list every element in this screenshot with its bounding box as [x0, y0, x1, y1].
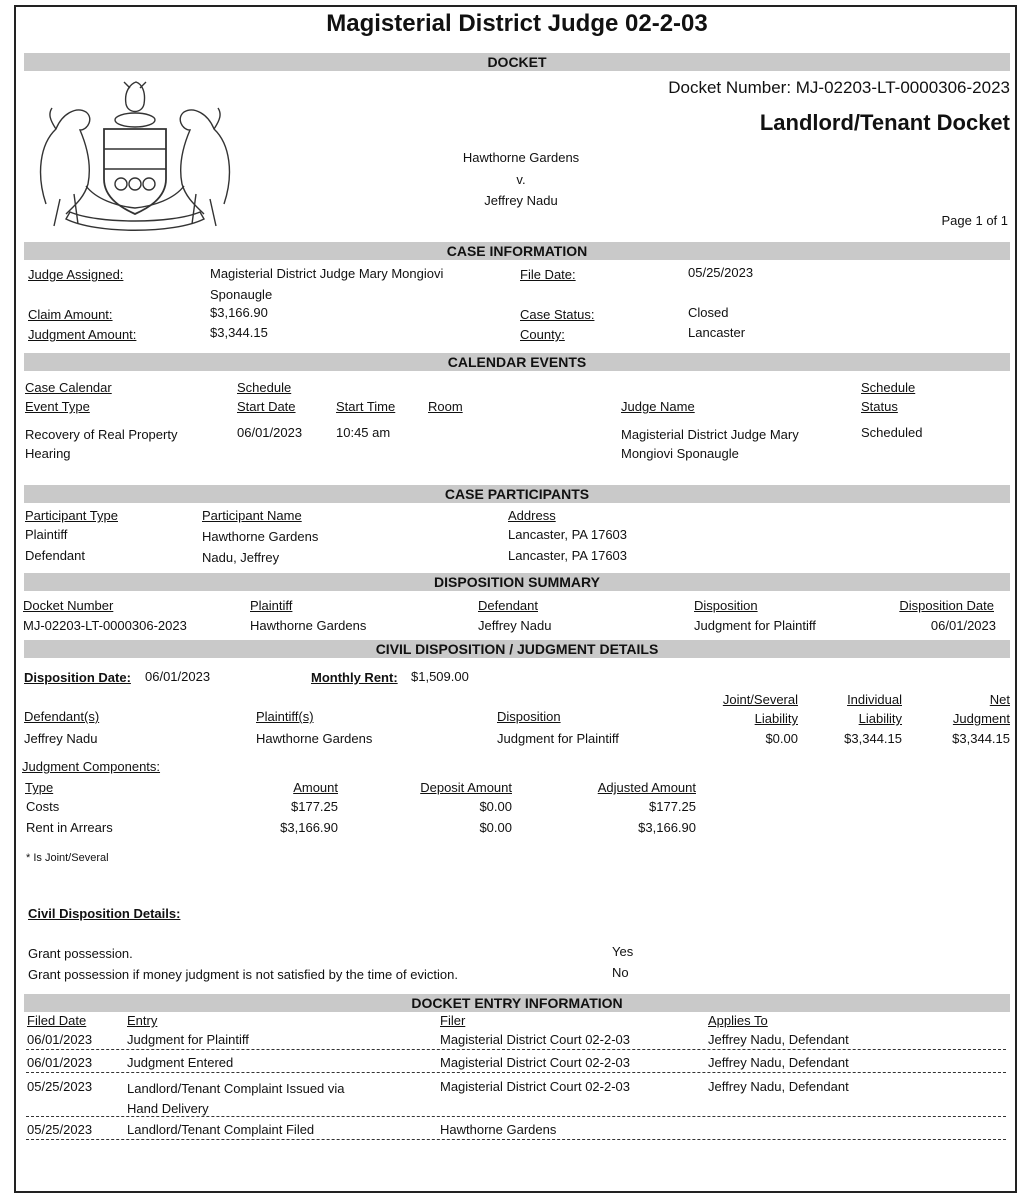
- claim-amount-value: $3,166.90: [210, 305, 268, 320]
- component-deposit: $0.00: [479, 820, 512, 835]
- col-docket-number: Docket Number: [23, 598, 114, 613]
- col-component-amount: Amount: [293, 780, 338, 795]
- participant-type: Defendant: [25, 548, 85, 563]
- grant-possession-conditional: Grant possession if money judgment is not satisfied by the time of eviction.: [28, 967, 458, 982]
- component-amount: $3,166.90: [280, 820, 338, 835]
- case-participants-heading: CASE PARTICIPANTS: [24, 485, 1010, 503]
- docket-type: Landlord/Tenant Docket: [759, 110, 1010, 135]
- col-judge-name: Judge Name: [621, 399, 695, 414]
- col-participant-type: Participant Type: [25, 508, 118, 523]
- col-start-date: Start Date: [237, 399, 296, 414]
- entry-date: 06/01/2023: [27, 1055, 93, 1070]
- col-room: Room: [428, 399, 463, 414]
- col-entry: Entry: [127, 1013, 158, 1028]
- docket-entry-heading: DOCKET ENTRY INFORMATION: [24, 994, 1010, 1012]
- civil-disposition-heading: CIVIL DISPOSITION / JUDGMENT DETAILS: [24, 640, 1010, 658]
- entry-text: Landlord/Tenant Complaint Issued via: [127, 1081, 345, 1096]
- caption-plaintiff: Hawthorne Gardens: [462, 150, 580, 165]
- judgment-components-label: Judgment Components:: [22, 759, 161, 774]
- participant-address: Lancaster, PA 17603: [508, 527, 628, 542]
- grant-possession-conditional-value: No: [612, 965, 629, 980]
- file-date-value: 05/25/2023: [688, 265, 754, 280]
- col-component-type: Type: [25, 780, 54, 795]
- col-joint-liability-2: Liability: [754, 711, 798, 726]
- caption-defendant: Jeffrey Nadu: [484, 193, 558, 208]
- event-type-value-2: Hearing: [25, 446, 71, 461]
- entry-text: Judgment Entered: [127, 1055, 234, 1070]
- col-plaintiffs: Plaintiff(s): [256, 709, 314, 724]
- component-adjusted: $177.25: [649, 799, 696, 814]
- participant-name: Hawthorne Gardens: [202, 529, 319, 544]
- judge-assigned-label: Judge Assigned:: [28, 267, 124, 282]
- claim-amount-label: Claim Amount:: [28, 307, 113, 322]
- col-start-time: Start Time: [336, 399, 396, 414]
- entry-separator: [26, 1116, 1006, 1117]
- col-address: Address: [508, 508, 556, 523]
- case-status-value: Closed: [688, 305, 729, 320]
- disposition-summary-heading: DISPOSITION SUMMARY: [24, 573, 1010, 591]
- participant-address: Lancaster, PA 17603: [508, 548, 628, 563]
- col-participant-name: Participant Name: [202, 508, 302, 523]
- disposition-date-label: Disposition Date:: [24, 670, 131, 685]
- file-date-label: File Date:: [520, 267, 576, 282]
- col-defendants: Defendant(s): [24, 709, 100, 724]
- summary-plaintiff: Hawthorne Gardens: [250, 618, 367, 633]
- col-disposition-date: Disposition Date: [899, 598, 994, 613]
- component-adjusted: $3,166.90: [638, 820, 696, 835]
- case-status-label: Case Status:: [520, 307, 595, 322]
- judge-assigned-value: Magisterial District Judge Mary Mongiovi: [210, 266, 444, 281]
- docket-number: Docket Number: MJ-02203-LT-0000306-2023: [668, 78, 1010, 97]
- docket-heading: DOCKET: [24, 53, 1010, 71]
- component-deposit: $0.00: [479, 799, 512, 814]
- col-event-type-2: Event Type: [25, 399, 90, 414]
- judgment-amount-value: $3,344.15: [210, 325, 268, 340]
- entry-applies-to: Jeffrey Nadu, Defendant: [708, 1055, 849, 1070]
- entry-separator: [26, 1072, 1006, 1073]
- monthly-rent-label: Monthly Rent:: [311, 670, 398, 685]
- entry-filer: Magisterial District Court 02-2-03: [440, 1032, 631, 1047]
- event-judge-value-2: Mongiovi Sponaugle: [621, 446, 739, 461]
- county-value: Lancaster: [688, 325, 746, 340]
- joint-liability-value: $0.00: [765, 731, 798, 746]
- component-amount: $177.25: [291, 799, 338, 814]
- monthly-rent-value: $1,509.00: [411, 669, 469, 684]
- col-individual-liability-2: Liability: [858, 711, 902, 726]
- event-time-value: 10:45 am: [336, 425, 391, 440]
- entry-text-2: Hand Delivery: [127, 1101, 209, 1116]
- entry-applies-to: Jeffrey Nadu, Defendant: [708, 1079, 849, 1094]
- civil-plaintiff: Hawthorne Gardens: [256, 731, 373, 746]
- event-judge-value: Magisterial District Judge Mary: [621, 427, 799, 442]
- col-plaintiff: Plaintiff: [250, 598, 293, 613]
- grant-possession: Grant possession.: [28, 946, 133, 961]
- net-judgment-value: $3,344.15: [952, 731, 1010, 746]
- disposition-date-value: 06/01/2023: [145, 669, 211, 684]
- event-status-value: Scheduled: [861, 425, 923, 440]
- judgment-amount-label: Judgment Amount:: [28, 327, 137, 342]
- component-type: Rent in Arrears: [26, 820, 113, 835]
- col-schedule-start: Schedule: [237, 380, 292, 395]
- caption-versus: v.: [516, 172, 526, 187]
- entry-date: 05/25/2023: [27, 1122, 93, 1137]
- court-title: Magisterial District Judge 02-2-03: [326, 10, 708, 37]
- col-individual-liability: Individual: [847, 692, 902, 707]
- event-type-value: Recovery of Real Property: [25, 427, 178, 442]
- col-net-judgment-2: Judgment: [952, 711, 1010, 726]
- participant-type: Plaintiff: [25, 527, 68, 542]
- joint-several-footnote: * Is Joint/Several: [26, 852, 109, 864]
- col-disposition: Disposition: [694, 598, 758, 613]
- page-number: Page 1 of 1: [941, 213, 1008, 228]
- case-information-heading: CASE INFORMATION: [24, 242, 1010, 260]
- grant-possession-value: Yes: [612, 944, 634, 959]
- event-date-value: 06/01/2023: [237, 425, 303, 440]
- col-status: Status: [861, 399, 898, 414]
- civil-disposition-value: Judgment for Plaintiff: [497, 731, 619, 746]
- summary-defendant: Jeffrey Nadu: [478, 618, 552, 633]
- component-type: Costs: [26, 799, 60, 814]
- summary-disposition: Judgment for Plaintiff: [694, 618, 816, 633]
- civil-defendant: Jeffrey Nadu: [24, 731, 98, 746]
- col-joint-liability: Joint/Several: [722, 692, 798, 707]
- participant-name: Nadu, Jeffrey: [202, 550, 280, 565]
- entry-text: Landlord/Tenant Complaint Filed: [127, 1122, 315, 1137]
- col-defendant: Defendant: [478, 598, 538, 613]
- calendar-events-heading: CALENDAR EVENTS: [24, 353, 1010, 371]
- col-filer: Filer: [440, 1013, 466, 1028]
- entry-separator: [26, 1139, 1006, 1140]
- entry-date: 06/01/2023: [27, 1032, 93, 1047]
- entry-date: 05/25/2023: [27, 1079, 93, 1094]
- entry-text: Judgment for Plaintiff: [127, 1032, 249, 1047]
- entry-filer: Hawthorne Gardens: [440, 1122, 557, 1137]
- col-applies-to: Applies To: [708, 1013, 768, 1028]
- individual-liability-value: $3,344.15: [844, 731, 902, 746]
- judge-assigned-value-2: Sponaugle: [210, 287, 273, 302]
- civil-disposition-details-label: Civil Disposition Details:: [28, 906, 181, 921]
- summary-disposition-date: 06/01/2023: [930, 618, 996, 633]
- col-schedule-status: Schedule: [861, 380, 916, 395]
- col-adjusted-amount: Adjusted Amount: [597, 780, 696, 795]
- county-label: County:: [520, 327, 565, 342]
- pennsylvania-seal-icon: [26, 74, 244, 234]
- entry-filer: Magisterial District Court 02-2-03: [440, 1055, 631, 1070]
- col-net-judgment: Net: [989, 692, 1010, 707]
- col-filed-date: Filed Date: [27, 1013, 87, 1028]
- col-deposit-amount: Deposit Amount: [420, 780, 512, 795]
- entry-applies-to: Jeffrey Nadu, Defendant: [708, 1032, 849, 1047]
- col-civil-disposition: Disposition: [497, 709, 561, 724]
- entry-filer: Magisterial District Court 02-2-03: [440, 1079, 631, 1094]
- entry-separator: [26, 1049, 1006, 1050]
- col-event-type: Case Calendar: [25, 380, 112, 395]
- summary-docket-number: MJ-02203-LT-0000306-2023: [23, 618, 187, 633]
